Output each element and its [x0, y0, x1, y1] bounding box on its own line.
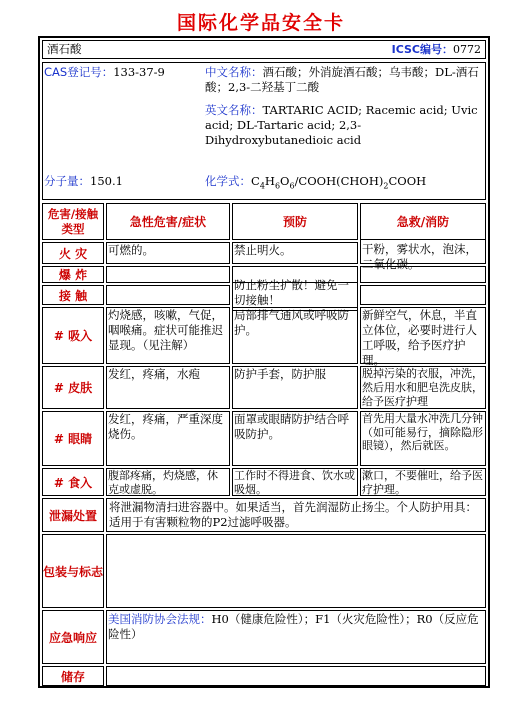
row-aid-skin: 脱掉污染的衣服，冲洗，然后用水和肥皂洗皮肤，给予医疗护理 — [360, 366, 486, 409]
row-prevention-ingestion: 工作时不得进食、饮水或吸烟。 — [232, 468, 358, 496]
mw-value: 150.1 — [90, 174, 123, 188]
emergency-text — [106, 610, 486, 664]
header-hazard: 急性危害/症状 — [106, 203, 230, 240]
name-row — [42, 40, 486, 59]
row-type-fire: 火 灾 — [42, 242, 104, 264]
cn-name-label: 中文名称： — [205, 65, 263, 79]
row-aid-eyes: 首先用大量水冲洗几分钟（如可能易行，摘除隐形眼镜），然后就医。 — [360, 411, 486, 466]
row-aid-explosion — [360, 266, 486, 283]
chemical-name: 酒石酸 — [47, 42, 82, 56]
row-aid-inhalation: 新鲜空气，休息，半直立体位，必要时进行人工呼吸，给予医疗护理。 — [360, 307, 486, 364]
nfpa-text: H0（健康危险性）；F1（火灾危险性）；R0（反应危险性） — [108, 612, 479, 641]
header-type: 危害/接触类型 — [42, 203, 104, 240]
header-prevention: 预防 — [232, 203, 358, 240]
spill-label: 泄漏处置 — [42, 498, 104, 532]
identity-block — [42, 62, 486, 200]
mw-label: 分子量： — [44, 174, 90, 188]
row-prevention-inhalation: 局部排气通风或呼吸防护。 — [232, 307, 358, 364]
row-type-explosion: 爆 炸 — [42, 266, 104, 283]
row-prevention-contact: 防止粉尘扩散！避免一切接触！ — [232, 276, 358, 311]
row-type-ingestion: # 食入 — [42, 468, 104, 496]
formula: 化学式：$C_4H_6O_6/COOH(CHOH)_2COOH$ — [205, 174, 427, 191]
card-title: 国际化学品安全卡 — [176, 12, 345, 34]
row-aid-ingestion: 漱口，不要催吐，给予医疗护理。 — [360, 468, 486, 496]
cas-label: CAS登记号： — [44, 65, 114, 79]
formula-label: 化学式： — [205, 174, 251, 188]
row-type-contact: 接 触 — [42, 285, 104, 305]
icsc-label: ICSC编号： — [391, 43, 453, 56]
row-hazard-eyes: 发红，疼痛，严重深度烧伤。 — [106, 411, 230, 466]
spill-text: 将泄漏物清扫进容器中。如果适当，首先润湿防止扬尘。个人防护用具：适用于有害颗粒物的P2过滤呼吸器。 — [106, 498, 486, 532]
emergency-label: 应急响应 — [42, 610, 104, 664]
row-type-eyes: # 眼睛 — [42, 411, 104, 466]
packaging-label: 包装与标志 — [42, 534, 104, 608]
row-prevention-eyes: 面罩或眼睛防护结合呼吸防护。 — [232, 411, 358, 466]
cas-value: 133-37-9 — [113, 65, 165, 79]
cn-name-value: 酒石酸；外消旋酒石酸；乌韦酸；DL-酒石酸；2,3-二羟基丁二酸 — [205, 65, 479, 94]
row-hazard-ingestion: 腹部疼痛，灼烧感，休克或虚脱。 — [106, 468, 230, 496]
en-name-label: 英文名称： — [205, 103, 263, 117]
row-hazard-skin: 发红，疼痛，水疱 — [106, 366, 230, 409]
row-type-inhalation: # 吸入 — [42, 307, 104, 364]
row-aid-contact — [360, 285, 486, 305]
row-prevention-fire: 禁止明火。 — [232, 242, 358, 264]
packaging-text — [106, 534, 486, 608]
row-aid-fire: 干粉，雾状水，泡沫，二氧化碳。 — [360, 231, 486, 264]
row-hazard-contact — [106, 285, 230, 305]
icsc-value: 0772 — [453, 43, 481, 56]
row-hazard-explosion — [106, 266, 230, 283]
row-hazard-inhalation: 灼烧感，咳嗽，气促，咽喉痛。症状可能推迟显现。（见注解） — [106, 307, 230, 364]
row-hazard-fire: 可燃的。 — [106, 242, 230, 264]
row-type-skin: # 皮肤 — [42, 366, 104, 409]
safety-card — [38, 36, 490, 688]
row-prevention-skin: 防护手套，防护服 — [232, 366, 358, 409]
nfpa-label: 美国消防协会法规： — [108, 612, 212, 626]
header-aid: 急救/消防 — [360, 203, 486, 240]
storage-text — [106, 666, 486, 686]
en-name-value: TARTARIC ACID; Racemic acid; Uvic acid; DL-Tartaric acid; 2,3-Dihydroxybutanedioic acid — [205, 103, 478, 147]
storage-label: 储存 — [42, 666, 104, 686]
